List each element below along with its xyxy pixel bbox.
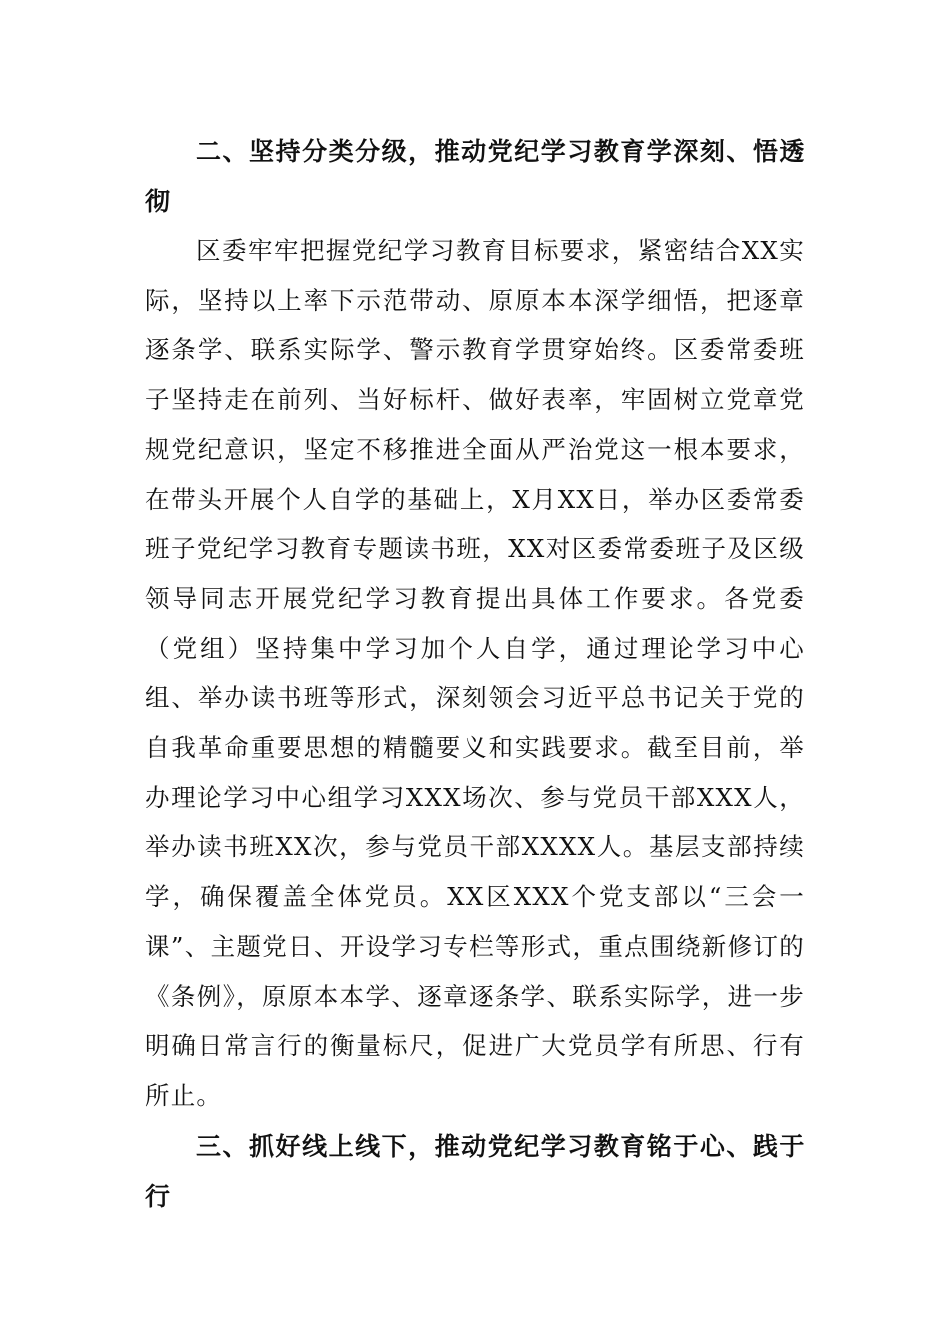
section-heading-3: 三、抓好线上线下，推动党纪学习教育铭于心、践于行: [145, 1132, 805, 1211]
body-paragraph: 区委牢牢把握党纪学习教育目标要求，紧密结合XX实际，坚持以上率下示范带动、原原本本深学细悟，把逐章逐条学、联系实际学、警示教育学贯穿始终。区委常委班子坚持走在前列、当好标杆、做好表率，牢固树立党章党规党纪意识，坚定不移推进全面从严治党这一根本要求，在带头开展个人自学的基础上，X月XX日，举办区委常委班子党纪学习教育专题读书班，XX对区委常委班子及区级领导同志开展党纪学习教育提出具体工作要求。各党委（党组）坚持集中学习加个人自学，通过理论学习中心组、举办读书班等形式，深刻领会习近平总书记关于党的自我革命重要思想的精髓要义和实践要求。截至目前，举办理论学习中心组学习XXX场次、参与党员干部XXX人，举办读书班XX次，参与党员干部XXXX人。基层支部持续学，确保覆盖全体党员。XX区XXX个党支部以“三会一课”、主题党日、开设学习专栏等形式，重点围绕新修订的《条例》，原原本本学、逐章逐条学、联系实际学，进一步明确日常言行的衡量标尺，促进广大党员学有所思、行有所止。: [145, 236, 805, 1110]
section-heading-2: 二、坚持分类分级，推动党纪学习教育学深刻、悟透彻: [145, 137, 805, 216]
